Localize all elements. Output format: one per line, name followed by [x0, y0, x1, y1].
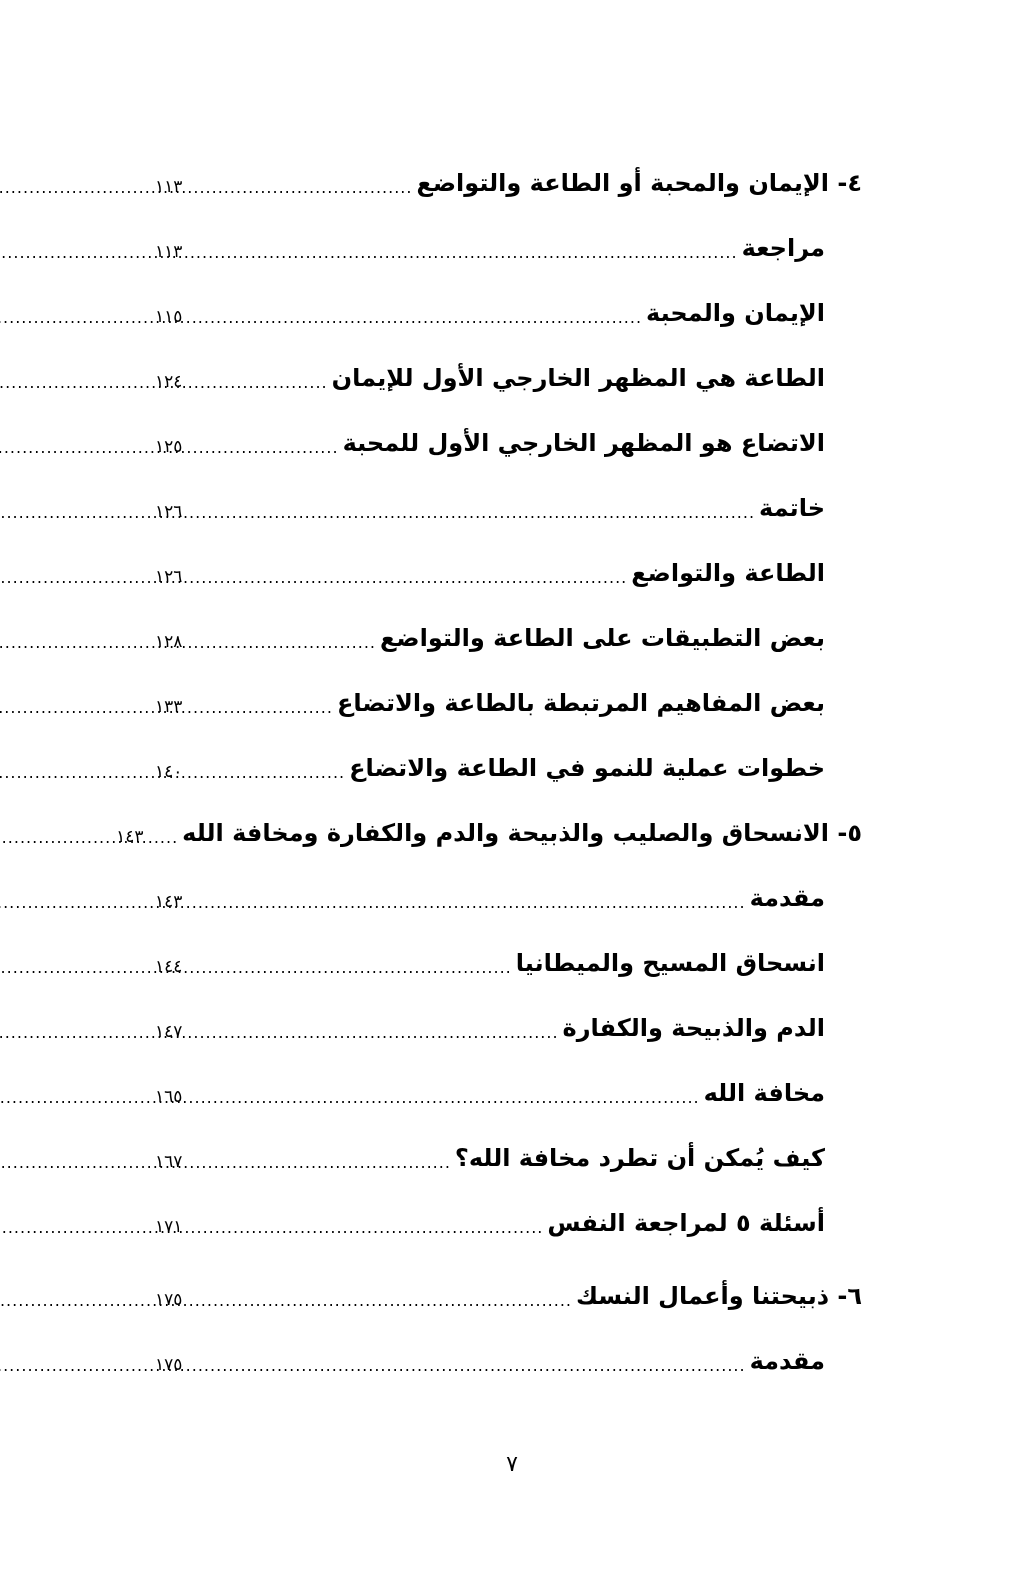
dot-leader — [197, 693, 333, 723]
page-number: ٧ — [506, 1452, 518, 1477]
toc-entry — [155, 943, 825, 983]
toc-entry — [155, 488, 825, 528]
dot-leader — [197, 758, 345, 788]
toc-entry-title: ٥- الانسحاق والصليب والذبيحة والدم والكفارة ومخافة الله — [182, 819, 862, 847]
toc-entry-title: انسحاق المسيح والميطانيا — [515, 949, 825, 977]
toc-entry-title: ٤- الإيمان والمحبة أو الطاعة والتواضع — [416, 169, 862, 197]
toc-entry — [155, 1203, 825, 1243]
toc-entry — [155, 1073, 825, 1113]
toc-entry-chapter-5 — [116, 813, 862, 853]
toc-entry-title: الطاعة هي المظهر الخارجي الأول للإيمان — [331, 364, 825, 392]
toc-entry-chapter-4 — [155, 163, 862, 203]
toc-entry — [155, 1138, 825, 1178]
toc-entry-page: ١٦٧ — [155, 1152, 183, 1172]
toc-entry-page: ١٢٦ — [155, 567, 183, 587]
dot-leader — [197, 953, 512, 983]
toc-entry-page: ١٢٦ — [155, 502, 183, 522]
toc-entry-page: ١٧٥ — [155, 1290, 183, 1310]
toc-entry — [155, 553, 825, 593]
toc-entry-page: ١٤٧ — [155, 1022, 183, 1042]
toc-entry — [155, 1008, 825, 1048]
dot-leader — [197, 1148, 451, 1178]
toc-entry-page: ١٢٥ — [155, 437, 183, 457]
toc-entry-title: مقدمة — [749, 1347, 825, 1375]
toc-entry-page: ١١٣ — [155, 177, 183, 197]
dot-leader — [197, 173, 412, 203]
toc-entry-page: ١٢٨ — [155, 632, 183, 652]
toc-entry-title: الاتضاع هو المظهر الخارجي الأول للمحبة — [342, 429, 825, 457]
toc-entry-title: كيف يُمكن أن تطرد مخافة الله؟ — [454, 1144, 825, 1172]
toc-entry-title: ٦- ذبيحتنا وأعمال النسك — [576, 1282, 862, 1310]
toc-entry-title: مقدمة — [749, 884, 825, 912]
toc-entry-title: الدم والذبيحة والكفارة — [562, 1014, 825, 1042]
toc-entry — [155, 1341, 825, 1381]
toc-entry-page: ١٤٣ — [116, 827, 144, 847]
dot-leader — [197, 1018, 559, 1048]
dot-leader — [197, 303, 642, 333]
toc-entry-page: ١٢٤ — [155, 372, 183, 392]
dot-leader — [197, 1351, 746, 1381]
toc-entry-title: مراجعة — [741, 234, 825, 262]
dot-leader — [197, 888, 746, 918]
toc-entry-page: ١٧٥ — [155, 1355, 183, 1375]
toc-entry-page: ١٧١ — [155, 1217, 183, 1237]
toc-entry-chapter-6 — [155, 1276, 862, 1316]
toc-entry-title: الإيمان والمحبة — [646, 299, 825, 327]
toc-entry-title: بعض المفاهيم المرتبطة بالطاعة والاتضاع — [336, 689, 825, 717]
toc-entry — [155, 878, 825, 918]
toc-entry-page: ١٤٠ — [155, 762, 183, 782]
toc-entry — [155, 293, 825, 333]
toc-entry — [155, 228, 825, 268]
toc-entry-title: الطاعة والتواضع — [631, 559, 825, 587]
toc-entry-title: مخافة الله — [703, 1079, 825, 1107]
toc-entry — [155, 618, 825, 658]
toc-entry — [155, 423, 825, 463]
toc-entry — [155, 683, 825, 723]
dot-leader — [197, 1286, 572, 1316]
toc-entry-title: بعض التطبيقات على الطاعة والتواضع — [380, 624, 825, 652]
dot-leader — [158, 823, 178, 853]
toc-entry-page: ١٦٥ — [155, 1087, 183, 1107]
toc-entry-title: خطوات عملية للنمو في الطاعة والاتضاع — [349, 754, 825, 782]
toc-entry — [155, 358, 825, 398]
toc-entry-title: خاتمة — [759, 494, 825, 522]
dot-leader — [197, 238, 738, 268]
toc-entry-title: أسئلة ٥ لمراجعة النفس — [547, 1209, 825, 1237]
dot-leader — [197, 1083, 700, 1113]
toc-entry-page: ١٣٣ — [155, 697, 183, 717]
dot-leader — [197, 368, 328, 398]
toc-entry — [155, 748, 825, 788]
toc-entry-page: ١١٣ — [155, 242, 183, 262]
toc-entry-page: ١٤٣ — [155, 892, 183, 912]
dot-leader — [197, 1213, 543, 1243]
dot-leader — [197, 433, 339, 463]
toc-entry-page: ١٤٤ — [155, 957, 183, 977]
dot-leader — [197, 498, 755, 528]
toc-entry-page: ١١٥ — [155, 307, 183, 327]
dot-leader — [197, 563, 627, 593]
dot-leader — [197, 628, 376, 658]
